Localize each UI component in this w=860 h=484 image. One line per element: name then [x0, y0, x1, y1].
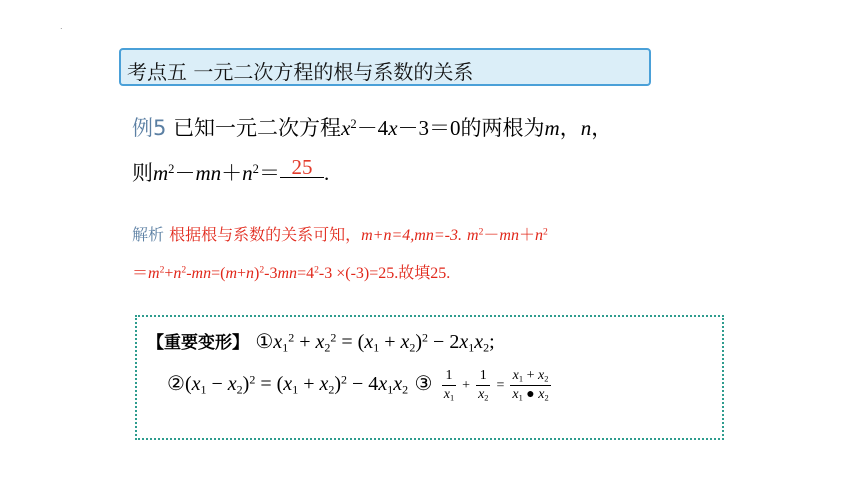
example-question-line1: [132, 112, 612, 142]
solution-relations: m+n=4,mn=-3.: [361, 227, 462, 244]
section-title: 考点五 一元二次方程的根与系数的关系: [127, 60, 474, 84]
variant-number-3: ③: [414, 371, 433, 396]
solution-line1: [132, 222, 548, 245]
example-question-line2: [132, 157, 329, 187]
corner-mark: .: [60, 22, 63, 31]
variant-number-2: ②: [167, 371, 185, 396]
section-title-box: [119, 48, 651, 86]
example-text-a: 已知一元二次方程: [173, 116, 342, 140]
example-roots: m，n，: [544, 116, 613, 140]
solution-expression: $m^2-mn+n^2$: [467, 226, 548, 244]
important-variants-box: [135, 315, 724, 440]
variant-number-1: ①: [255, 329, 274, 353]
solution-conclusion: .故填25.: [394, 265, 451, 282]
variant-formula-1: $x_1^2 + x_2^2 = (x_1 + x_2)^2 - 2x_1x_2$;: [273, 330, 495, 355]
variant-row-2: [167, 367, 554, 404]
example-label: 例5: [132, 116, 167, 140]
example-equation: $x^2-4x-3=0$: [341, 116, 461, 140]
variant-formula-2: $(x_1 - x_2)^2 = (x_1 + x_2)^2 - 4x_1x_2$: [184, 372, 409, 397]
variant-row-1: [147, 328, 495, 354]
answer-blank: 25: [280, 157, 324, 178]
solution-text: 根据根与系数的关系可知，: [169, 225, 362, 244]
example-period: .: [323, 161, 330, 185]
example-text-b: 的两根为: [460, 116, 545, 140]
example-text-c: 则: [132, 161, 153, 185]
example-expression: $m^2-mn+n^2=$: [153, 161, 280, 185]
variants-label: 【重要变形】: [147, 333, 249, 353]
variant-formula-3: $\frac{1}{x_1}$ + $\frac{1}{x_2}$ = $\frac{x_1 + x_2}{x_1 ● x_2}$: [443, 368, 549, 403]
solution-label: 解析: [132, 225, 165, 244]
solution-line2: $=m^2+n^2-mn=(m+n)^2-3mn=4^2-3 \times(-3)=25$.故填25.: [132, 264, 451, 282]
